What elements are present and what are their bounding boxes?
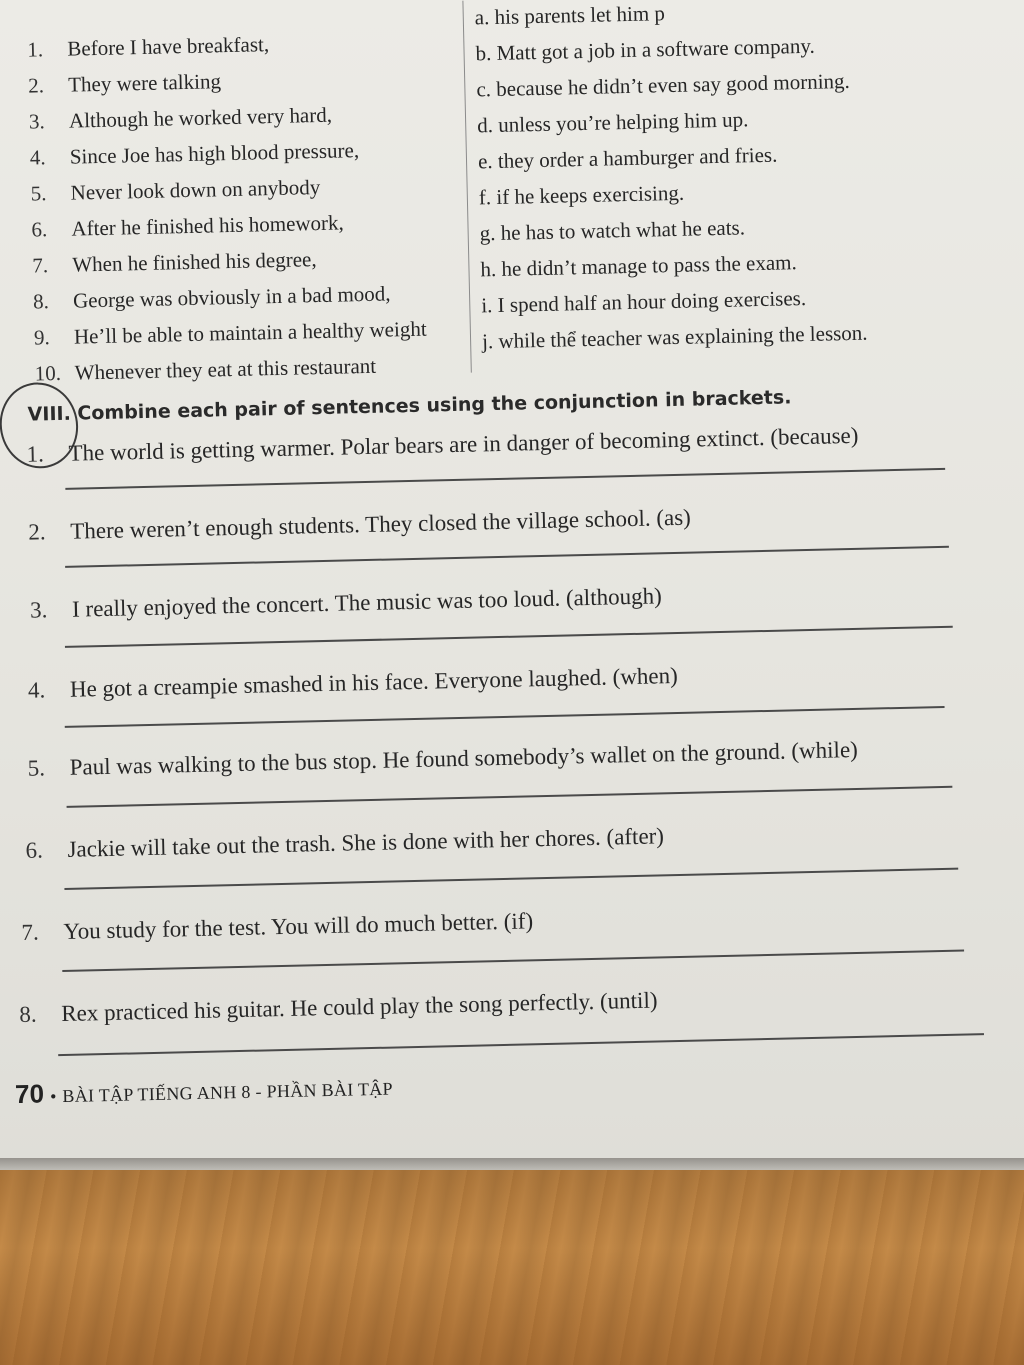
- exercise-text: Paul was walking to the bus stop. He found somebody’s wallet on the ground. (while): [69, 736, 859, 780]
- match-right-b: b. Matt got a job in a software company.: [475, 33, 816, 66]
- exercise-item-2: 2. There weren’t enough students. They closed the village school. (as): [28, 504, 692, 545]
- answer-line-3[interactable]: [65, 626, 953, 648]
- match-left-text: When he finished his degree,: [72, 247, 317, 277]
- exercise-text: There weren’t enough students. They closed the village school. (as): [70, 504, 692, 544]
- column-divider: [462, 1, 471, 373]
- page-footer: [15, 1071, 393, 1111]
- answer-line-1[interactable]: [65, 468, 945, 489]
- match-left-text: George was obviously in a bad mood,: [72, 281, 391, 313]
- match-left-5: 5. Never look down on anybody: [30, 174, 321, 206]
- match-left-4: 4. Since Joe has high blood pressure,: [29, 138, 360, 170]
- match-left-text: He’ll be able to maintain a healthy weight: [73, 316, 427, 349]
- match-right-i: i. I spend half an hour doing exercises.: [481, 285, 807, 318]
- match-right-j: j. while thể teacher was explaining the lesson.: [481, 320, 868, 354]
- match-right-h: h. he didn’t manage to pass the exam.: [480, 250, 797, 282]
- match-left-3: 3. Although he worked very hard,: [28, 102, 333, 134]
- match-left-8: 8. George was obviously in a bad mood,: [32, 281, 391, 314]
- exercise-item-4: 4. He got a creampie smashed in his face. Everyone laughed. (when): [27, 662, 679, 703]
- exercise-text: Rex practiced his guitar. He could play the song perfectly. (until): [60, 987, 658, 1027]
- match-left-text: After he finished his homework,: [71, 210, 345, 241]
- match-left-text: Although he worked very hard,: [68, 102, 333, 133]
- exercise-item-3: 3. I really enjoyed the concert. The music was too loud. (although): [29, 583, 662, 623]
- exercise-item-6: 6. Jackie will take out the trash. She is done with her chores. (after): [25, 823, 665, 863]
- match-left-2: 2. They were talking: [27, 69, 222, 98]
- exercise-item-1: 1. The world is getting warmer. Polar bears are in danger of becoming extinct. (because): [26, 422, 859, 467]
- match-left-text: Whenever they eat at this restaurant: [74, 353, 377, 385]
- match-left-text: Before I have breakfast,: [67, 32, 270, 61]
- answer-line-6[interactable]: [64, 868, 958, 890]
- exercise-text: He got a creampie smashed in his face. Everyone laughed. (when): [69, 662, 679, 702]
- match-right-e: e. they order a hamburger and fries.: [477, 142, 778, 174]
- match-left-text: They were talking: [67, 69, 222, 97]
- page-number: 70: [14, 1078, 45, 1110]
- match-right-c: c. because he didn’t even say good morning.: [476, 68, 851, 102]
- match-right-f: f. if he keeps exercising.: [478, 180, 685, 210]
- section-heading: VIII. Combine each pair of sentences using the conjunction in brackets.: [27, 386, 792, 426]
- exercise-item-5: 5. Paul was walking to the bus stop. He found somebody’s wallet on the ground. (while): [27, 736, 859, 781]
- exercise-text: You study for the test. You will do much better. (if): [63, 908, 534, 944]
- match-left-10: 10. Whenever they eat at this restaurant: [34, 353, 377, 386]
- exercise-item-7: 7. You study for the test. You will do much better. (if): [21, 908, 534, 945]
- exercise-text: I really enjoyed the concert. The music was too loud. (although): [71, 583, 662, 622]
- match-left-7: 7. When he finished his degree,: [32, 247, 317, 278]
- answer-line-8[interactable]: [58, 1033, 984, 1056]
- answer-line-4[interactable]: [65, 706, 945, 727]
- exercise-text: The world is getting warmer. Polar bears are in danger of becoming extinct. (because): [68, 422, 859, 466]
- match-left-text: Never look down on anybody: [70, 174, 321, 205]
- footer-bullet: •: [49, 1086, 57, 1107]
- match-left-1: 1. Before I have breakfast,: [27, 32, 270, 62]
- match-right-d: d. unless you’re helping him up.: [476, 107, 749, 138]
- exercise-item-8: 8. Rex practiced his guitar. He could play the song perfectly. (until): [18, 987, 658, 1028]
- match-right-a: a. his parents let him p: [474, 1, 666, 30]
- answer-line-5[interactable]: [67, 786, 953, 808]
- exercise-text: Jackie will take out the trash. She is done with her chores. (after): [67, 823, 665, 862]
- answer-line-2[interactable]: [65, 546, 949, 568]
- match-left-6: 6. After he finished his homework,: [31, 210, 345, 242]
- wooden-table-surface: [0, 1170, 1024, 1365]
- match-left-text: Since Joe has high blood pressure,: [69, 138, 360, 169]
- match-left-9: 9. He’ll be able to maintain a healthy weight: [33, 316, 427, 350]
- book-title: BÀI TẬP TIẾNG ANH 8 - PHẦN BÀI TẬP: [62, 1078, 394, 1107]
- answer-line-7[interactable]: [62, 950, 964, 972]
- match-right-g: g. he has to watch what he eats.: [479, 215, 746, 246]
